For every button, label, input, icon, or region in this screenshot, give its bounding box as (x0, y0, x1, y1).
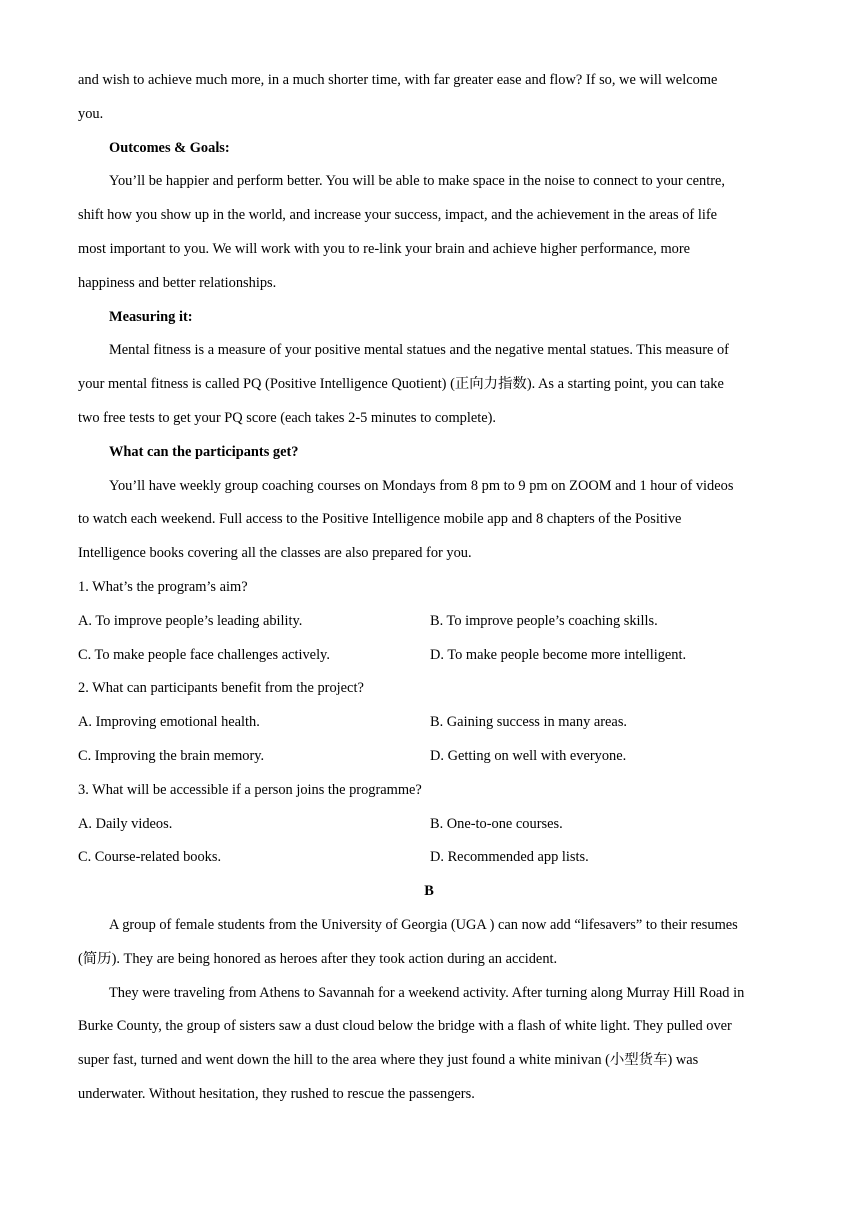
outcomes-line: shift how you show up in the world, and increase your success, impact, and the achievement in the areas of life (78, 207, 717, 224)
question-stem: 1. What’s the program’s aim? (78, 578, 248, 595)
outcomes-heading: Outcomes & Goals: (109, 139, 230, 156)
option-row (78, 706, 780, 740)
section-b-line: super fast, turned and went down the hill to the area where they just found a white minivan (小型货车) was (78, 1052, 699, 1069)
question-stem: 3. What will be accessible if a person joins the programme? (78, 781, 422, 798)
participants-line: You’ll have weekly group coaching courses on Mondays from 8 pm to 9 pm on ZOOM and 1 hour of videos (109, 477, 734, 494)
section-b-line: underwater. Without hesitation, they rushed to rescue the passengers. (78, 1085, 475, 1102)
section-b-line: (简历). They are being honored as heroes after they took action during an accident. (78, 950, 558, 967)
measuring-heading: Measuring it: (109, 308, 193, 325)
option-d: D. To make people become more intelligent. (430, 646, 687, 663)
participants-line: Intelligence books covering all the classes are also prepared for you. (78, 545, 472, 562)
option-row (78, 639, 780, 673)
option-c: C. To make people face challenges actively. (78, 646, 330, 663)
measuring-line: Mental fitness is a measure of your positive mental statues and the negative mental statues. This measure of (109, 342, 729, 359)
option-c: C. Course-related books. (78, 849, 222, 866)
section-b-line: A group of female students from the University of Georgia (UGA ) can now add “lifesavers” to their resumes (109, 916, 738, 933)
outcomes-line: happiness and better relationships. (78, 274, 277, 291)
option-b: B. Gaining success in many areas. (430, 714, 628, 731)
section-b-line: Burke County, the group of sisters saw a dust cloud below the bridge with a flash of white light. They pulled over (78, 1018, 732, 1035)
participants-heading: What can the participants get? (109, 443, 299, 460)
section-b-line: They were traveling from Athens to Savannah for a weekend activity. After turning along Murray Hill Road in (109, 984, 745, 1001)
option-b: B. One-to-one courses. (430, 815, 563, 832)
option-a: A. To improve people’s leading ability. (78, 612, 303, 629)
option-row (78, 808, 780, 842)
option-row (78, 740, 780, 774)
option-b: B. To improve people’s coaching skills. (430, 612, 658, 629)
option-d: D. Getting on well with everyone. (430, 747, 627, 764)
measuring-line: two free tests to get your PQ score (each takes 2-5 minutes to complete). (78, 409, 497, 426)
option-d: D. Recommended app lists. (430, 849, 589, 866)
intro-line: and wish to achieve much more, in a much shorter time, with far greater ease and flow? If so, we will welcome (78, 72, 718, 88)
participants-line: to watch each weekend. Full access to the Positive Intelligence mobile app and 8 chapters of the Positive (78, 511, 682, 528)
option-row (78, 841, 780, 875)
section-b-heading: B (424, 883, 434, 900)
outcomes-line: You’ll be happier and perform better. You will be able to make space in the noise to connect to your centre, (109, 173, 725, 190)
option-c: C. Improving the brain memory. (78, 747, 265, 764)
option-a: A. Daily videos. (78, 815, 173, 832)
option-a: A. Improving emotional health. (78, 714, 260, 731)
option-row (78, 605, 780, 639)
outcomes-line: most important to you. We will work with you to re-link your brain and achieve higher performance, more (78, 240, 691, 257)
document-page (78, 64, 780, 1112)
measuring-line: your mental fitness is called PQ (Positive Intelligence Quotient) (正向力指数). As a starting point, you can take (78, 376, 724, 393)
question-stem: 2. What can participants benefit from the project? (78, 680, 364, 697)
intro-line: you. (78, 105, 104, 122)
